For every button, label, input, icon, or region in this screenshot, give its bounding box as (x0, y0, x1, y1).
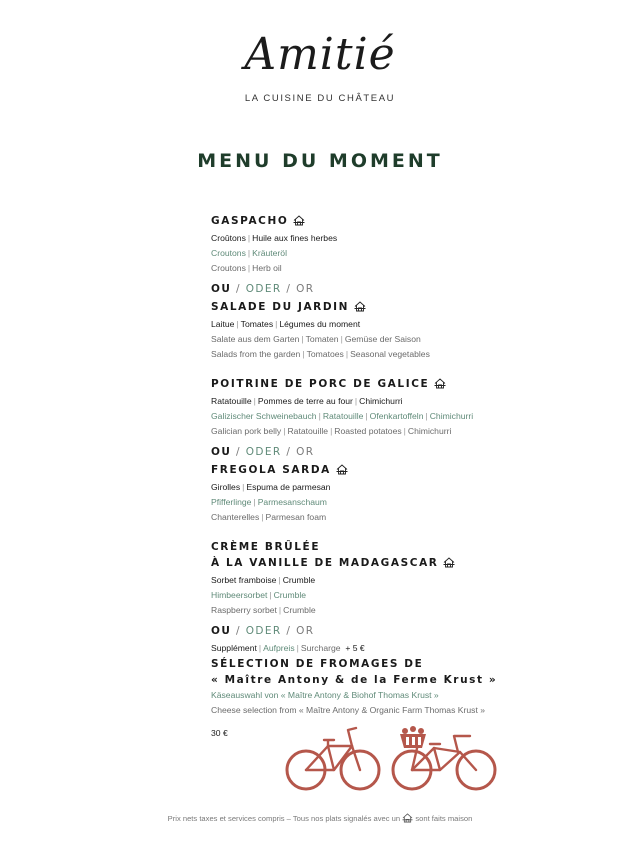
dish-fregola-sarda (211, 462, 611, 525)
dish-name-line1: CRÈME BRÛLÉE (211, 541, 321, 553)
menu-title: MENU DU MOMENT (197, 150, 443, 172)
dish-description-de: Pfifferlinge | Parmesanschaum (211, 497, 327, 507)
dish-description-de: Galizischer Schweinebauch | Ratatouille | Ofenkartoffeln | Chimichurri (211, 411, 474, 421)
dish-description-de: Himbeersorbet | Crumble (211, 590, 307, 600)
dish-name: FREGOLA SARDA (211, 464, 331, 476)
dish-description-en: Croutons | Herb oil (211, 263, 282, 273)
dish-description-en: Chanterelles | Parmesan foam (211, 512, 327, 522)
two-bicycles-illustration (282, 722, 498, 799)
dish-description-en: Galician pork belly | Ratatouille | Roasted potatoes | Chimichurri (211, 426, 452, 436)
dish-cheese-selection (211, 641, 611, 718)
or-separator: OU / ODER / OR (211, 625, 315, 637)
dish-name-line2: « Maître Antony & de la Ferme Krust » (211, 674, 498, 686)
dish-creme-brulee (211, 539, 611, 618)
dish-name: POITRINE DE PORC DE GALICE (211, 378, 430, 390)
dish-description-de: Käseauswahl von « Maître Antony & Biohof Thomas Krust » (211, 690, 439, 700)
menu-price: 30 € (211, 728, 228, 738)
brand-name: Amitié (244, 29, 396, 80)
footer-note: Prix nets taxes et services compris – Tous nos plats signalés avec un sont faits maison (167, 814, 473, 823)
dish-description-fr: Ratatouille | Pommes de terre au four | Chimichurri (211, 396, 403, 406)
house-icon (354, 301, 366, 317)
house-icon (293, 215, 305, 231)
dish-name-line2: À LA VANILLE DE MADAGASCAR (211, 557, 439, 569)
or-separator: OU / ODER / OR (211, 446, 315, 458)
or-separator: OU / ODER / OR (211, 283, 315, 295)
dish-description-de: Salate aus dem Garten | Tomaten | Gemüse der Saison (211, 334, 421, 344)
dish-name-line1: SÉLECTION DE FROMAGES DE (211, 658, 424, 670)
dish-description-de: Croutons | Kräuteröl (211, 248, 287, 258)
supplement-line: Supplément | Aufpreis | Surcharge + 5 € (211, 643, 365, 653)
house-icon (434, 378, 446, 394)
dish-name: SALADE DU JARDIN (211, 301, 350, 313)
dish-poitrine-de-porc (211, 376, 611, 439)
dish-description-en: Salads from the garden | Tomatoes | Seasonal vegetables (211, 349, 430, 359)
house-icon (336, 464, 348, 480)
dish-name: GASPACHO (211, 215, 289, 227)
menu-content (211, 213, 611, 741)
house-icon (402, 813, 413, 825)
brand-logo (0, 30, 640, 80)
dish-gaspacho (211, 213, 611, 276)
dish-description-en: Raspberry sorbet | Crumble (211, 605, 316, 615)
dish-description-fr: Girolles | Espuma de parmesan (211, 482, 331, 492)
dish-description-fr: Croûtons | Huile aux fines herbes (211, 233, 338, 243)
dish-description-fr: Laitue | Tomates | Légumes du moment (211, 319, 361, 329)
dish-description-fr: Sorbet framboise | Crumble (211, 575, 316, 585)
brand-subtitle: LA CUISINE DU CHÂTEAU (244, 93, 396, 104)
dish-description-en: Cheese selection from « Maître Antony & Organic Farm Thomas Krust » (211, 705, 486, 715)
dish-salade-du-jardin (211, 299, 611, 362)
house-icon (443, 557, 455, 573)
